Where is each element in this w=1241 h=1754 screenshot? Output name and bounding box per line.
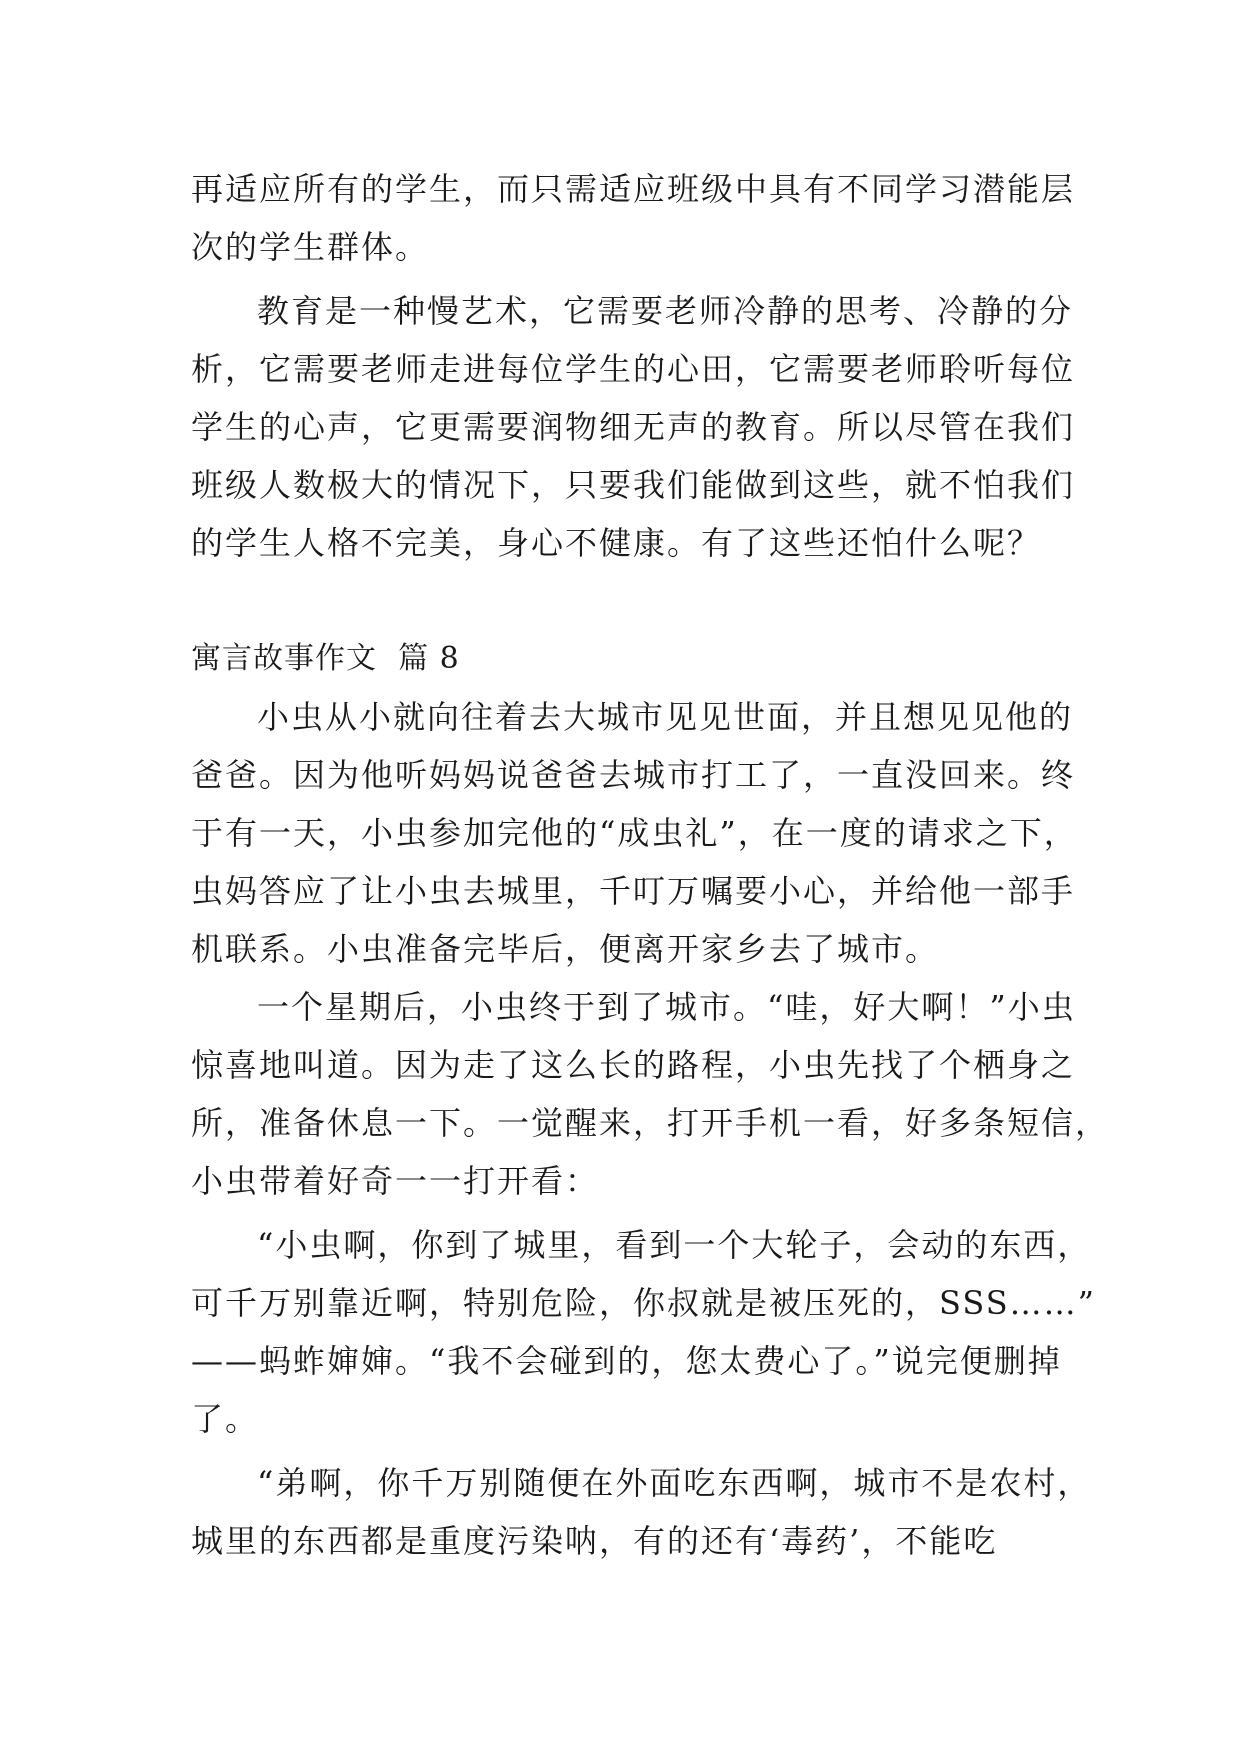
document-body <box>191 160 1110 1570</box>
text-line: 机联系。小虫准备完毕后，便离开家乡去了城市。 <box>191 930 940 968</box>
text-line: 次的学生群体。 <box>191 228 430 266</box>
text-line: “弟啊，你千万别随便在外面吃东西啊，城市不是农村， <box>257 1464 1092 1502</box>
text-line: 小虫从小就向往着去大城市见见世面，并且想见见他的 <box>257 698 1074 736</box>
paragraph-education <box>191 282 1076 572</box>
text-line: ——蚂蚱婶婶。“我不会碰到的，您太费心了。”说完便删掉 <box>191 1342 1062 1380</box>
paragraph-story-4 <box>191 1454 1092 1570</box>
text-line: 教育是一种慢艺术，它需要老师冷静的思考、冷静的分 <box>257 292 1074 330</box>
text-line: 的学生人格不完美，身心不健康。有了这些还怕什么呢？ <box>191 524 1042 562</box>
text-line: 可千万别靠近啊，特别危险，你叔就是被压死的，SSS……” <box>191 1284 1097 1322</box>
text-line: 小虫带着好奇一一打开看： <box>191 1162 600 1200</box>
section-spacer <box>191 572 1061 630</box>
text-line: 于有一天，小虫参加完他的“成虫礼”，在一度的请求之下， <box>191 814 1078 852</box>
text-line: 城里的东西都是重度污染呐，有的还有‘毒药’，不能吃 <box>191 1522 998 1560</box>
text-line: 惊喜地叫道。因为走了这么长的路程，小虫先找了个栖身之 <box>191 1046 1076 1084</box>
text-line: 一个星期后，小虫终于到了城市。“哇，好大啊！”小虫 <box>257 988 1076 1026</box>
text-line: 虫妈答应了让小虫去城里，千叮万嘱要小心，并给他一部手 <box>191 872 1076 910</box>
text-line: 班级人数极大的情况下，只要我们能做到这些，就不怕我们 <box>191 466 1076 504</box>
section-title: 寓言故事作文 篇 8 <box>191 641 460 676</box>
text-line: 再适应所有的学生，而只需适应班级中具有不同学习潜能层 <box>191 170 1076 208</box>
paragraph-continuation <box>191 160 1076 276</box>
paragraph-story-3 <box>191 1216 1097 1448</box>
text-line: “小虫啊，你到了城里，看到一个大轮子，会动的东西， <box>257 1226 1092 1264</box>
paragraph-story-2 <box>191 978 1110 1210</box>
text-line: 析，它需要老师走进每位学生的心田，它需要老师聆听每位 <box>191 350 1076 388</box>
text-line: 了。 <box>191 1400 260 1438</box>
paragraph-story-1 <box>191 688 1078 978</box>
text-line: 学生的心声，它更需要润物细无声的教育。所以尽管在我们 <box>191 408 1076 446</box>
text-line: 所，准备休息一下。一觉醒来，打开手机一看，好多条短信， <box>191 1104 1110 1142</box>
text-line: 爸爸。因为他听妈妈说爸爸去城市打工了，一直没回来。终 <box>191 756 1076 794</box>
